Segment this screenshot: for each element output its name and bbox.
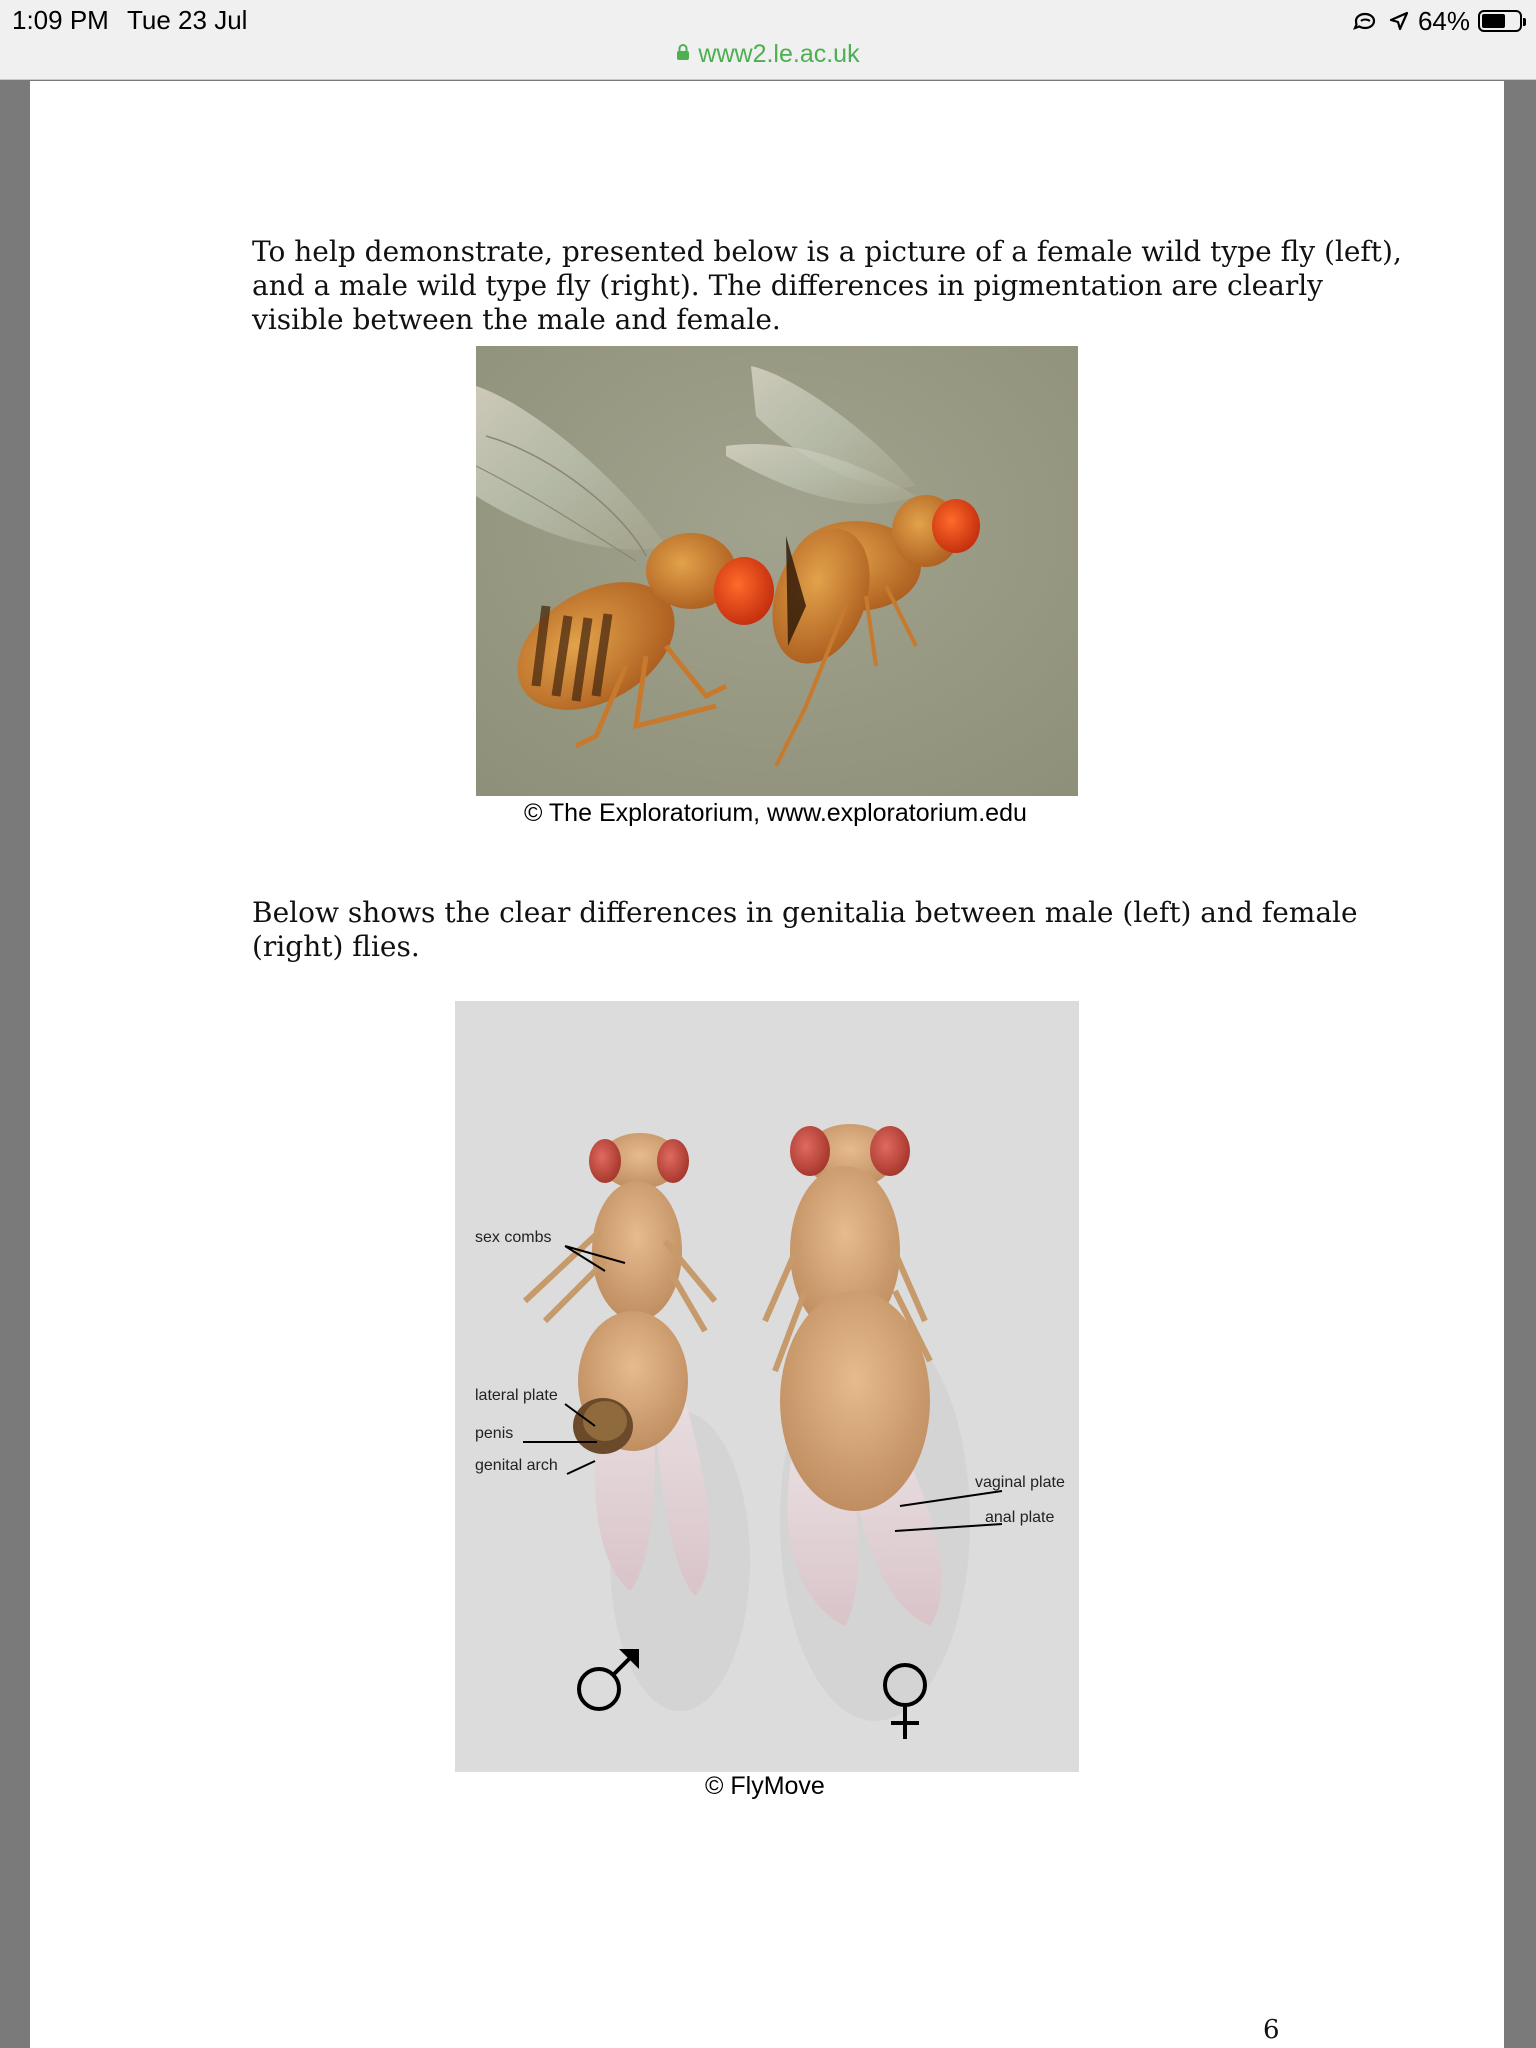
paragraph-line: To help demonstrate, presented below is a picture of a female wild type fly (left), (252, 235, 1402, 268)
wild-type-flies-photo (476, 346, 1078, 796)
battery-icon (1478, 10, 1522, 32)
paragraph-line: visible between the male and female. (252, 303, 781, 336)
label-genital-arch: genital arch (475, 1457, 558, 1474)
label-anal-plate: anal plate (985, 1509, 1055, 1526)
label-lateral-plate: lateral plate (475, 1387, 558, 1404)
figure2-credit: © FlyMove (705, 1772, 825, 1800)
status-indicators (1352, 5, 1522, 37)
pdf-page (30, 81, 1504, 2048)
label-sex-combs: sex combs (475, 1229, 552, 1246)
label-vaginal-plate: vaginal plate (975, 1474, 1065, 1491)
intro-paragraph (252, 235, 1402, 337)
page-number: 6 (1263, 2015, 1280, 2045)
location-arrow-icon (1388, 10, 1410, 32)
paragraph-line: and a male wild type fly (right). The differences in pigmentation are clearly (252, 269, 1323, 302)
battery-level (1482, 14, 1505, 28)
paragraph-line: Below shows the clear differences in genitalia between male (left) and female (252, 896, 1358, 929)
status-date: Tue 23 Jul (127, 5, 248, 35)
genitalia-photo (455, 1001, 1079, 1772)
figure1-credit: © The Exploratorium, www.exploratorium.edu (524, 799, 1027, 827)
label-penis: penis (475, 1425, 514, 1442)
status-time: 1:09 PM (12, 5, 109, 35)
genitalia-paragraph (252, 896, 1358, 964)
url-text[interactable]: www2.le.ac.uk (698, 39, 860, 68)
battery-percent: 64% (1417, 5, 1470, 36)
screen-mirroring-icon (1352, 10, 1380, 32)
status-bar (0, 0, 1536, 80)
lock-icon (676, 43, 690, 66)
address-bar[interactable] (0, 38, 1536, 70)
paragraph-line: (right) flies. (252, 930, 420, 963)
